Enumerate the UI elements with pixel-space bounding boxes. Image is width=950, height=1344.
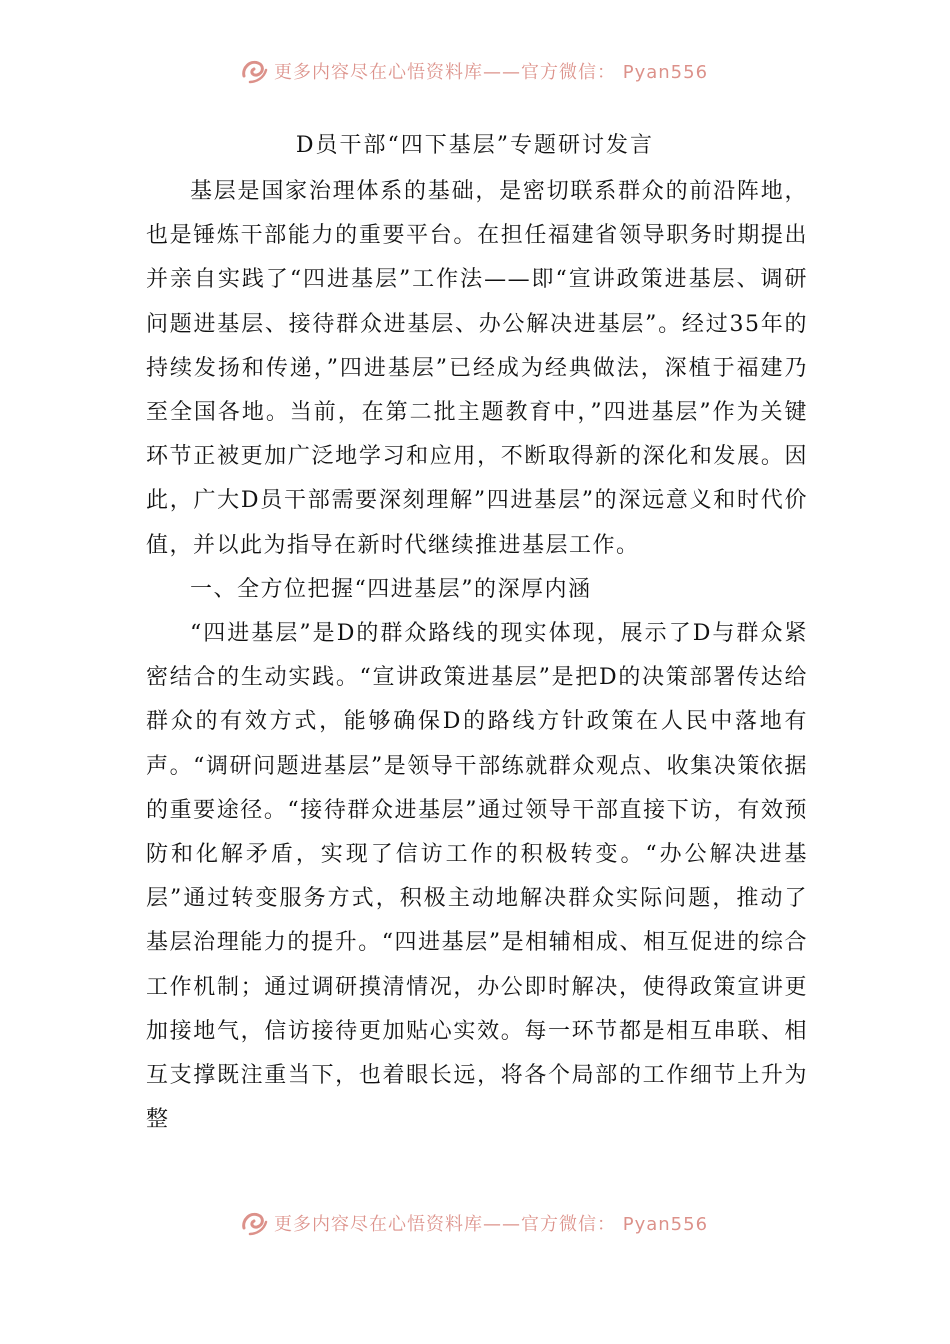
swirl-logo-icon — [240, 1210, 268, 1236]
document-title: D员干部“四下基层”专题研讨发言 — [295, 133, 655, 158]
watermark-text: 更多内容尽在心悟资料库——官方微信： Pyan556 — [274, 62, 709, 83]
header-watermark-banner — [240, 56, 760, 86]
section-heading: 一、全方位把握“四进基层”的深厚内涵 — [190, 576, 592, 602]
section-paragraph: “四进基层”是D的群众路线的现实体现，展示了D与群众紧密结合的生动实践。“宣讲政策进基层”是把D的决策部署传达给群众的有效方式，能够确保D的路线方针政策在人民中落地有声。“调研问题进基层”是领导干部练就群众观点、收集决策依据的重要途径。“接待群众进基层”通过领导干部直接下访，有效预防和化解矛盾，实现了信访工作的积极转变。“办公解决进基层”通过转变服务方式，积极主动地解决群众实际问题，推动了基层治理能力的提升。“四进基层”是相辅相成、相互促进的综合工作机制；通过调研摸清情况，办公即时解决，使得政策宣讲更加接地气，信访接待更加贴心实效。每一环节都是相互串联、相互支撑既注重当下，也着眼长远，将各个局部的工作细节上升为整 — [146, 621, 808, 1133]
watermark-text: 更多内容尽在心悟资料库——官方微信： Pyan556 — [274, 1214, 709, 1235]
footer-watermark-banner — [240, 1208, 760, 1238]
intro-paragraph: 基层是国家治理体系的基础，是密切联系群众的前沿阵地，也是锤炼干部能力的重要平台。在担任福建省领导职务时期提出并亲自实践了“四进基层”工作法——即“宣讲政策进基层、调研问题进基层、接待群众进基层、办公解决进基层”。经过35年的持续发扬和传递，”四进基层”已经成为经典做法，深植于福建乃至全国各地。当前，在第二批主题教育中，”四进基层”作为关键环节正被更加广泛地学习和应用，不断取得新的深化和发展。因此，广大D员干部需要深刻理解”四进基层”的深远意义和时代价值，并以此为指导在新时代继续推进基层工作。 — [146, 179, 808, 558]
swirl-logo-icon — [240, 58, 268, 84]
document-body — [146, 170, 808, 1142]
